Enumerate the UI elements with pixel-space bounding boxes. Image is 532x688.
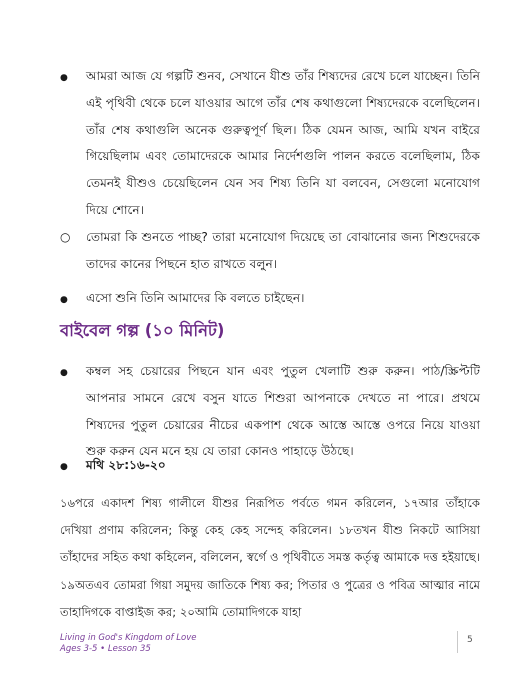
- bullet-text: তোমরা কি শুনতে পাচ্ছ? তারা মনোযোগ দিয়েছে তা বোঝানোর জন্য শিশুদেরকে তাদের কানের পিছনে হাত রাখতে বলুন।: [86, 230, 480, 271]
- page-number: 5: [467, 635, 473, 645]
- bullet-dot-icon: [60, 285, 84, 313]
- footer-lesson-info: Ages 3-5 • Lesson 35: [60, 644, 151, 654]
- bullet-text: আমরা আজ যে গল্পটি শুনব, সেখানে যীশু তাঁর শিষ্যদের রেখে চলে যাচ্ছেন। তিনি এই পৃথিবী থেকে চলে যাওয়ার আগে তাঁর শেষ কথাগুলো শিষ্যদেরকে বলেছিলেন। তাঁর শেষ কথাগুলি অনেক গুরুত্বপূর্ণ ছিল। ঠিক যেমন আজ, আমি যখন বাইরে গিয়েছিলাম এবং তোমাদেরকে আমার নির্দেশগুলি পালন করতে বলেছিলাম, ঠিক তেমনই যীশুও চেয়েছিলেন যেন সব শিষ্য তিনি যা বলবেন, সেগুলো মনোযোগ দিয়ে শোনে।: [86, 69, 480, 217]
- bullet-item-scripture-ref: [60, 452, 480, 479]
- bullet-text: কম্বল সহ চেয়ারের পিছনে যান এবং পুতুল খেলাটি শুরু করুন। পাঠ/স্ক্রিপ্টটি আপনার সামনে রেখে বসুন যাতে শিশুরা আপনাকে দেখতে না পারে। প্রথমে শিষ্যদের পুতুল চেয়ারের নীচের একপাশ থেকে আস্তে আস্তে ওপরে নিয়ে যাওয়া শুরু করুন যেন মনে হয় যে তারা কোনও পাহাড়ে উঠছে।: [86, 364, 480, 459]
- bullet-item-story-intro: [60, 63, 480, 224]
- bullet-item-listening: [60, 224, 480, 278]
- bullet-item-lets-hear: [60, 285, 480, 312]
- footer-course-title: Living in God's Kingdom of Love: [60, 633, 197, 643]
- section-heading: বাইবেল গল্প (১০ মিনিট): [60, 321, 225, 340]
- footer-divider: [457, 631, 458, 653]
- bullet-text: এসো শুনি তিনি আমাদের কি বলতে চাইছেন।: [86, 291, 305, 305]
- bullet-dot-icon: [60, 358, 84, 386]
- scripture-passage: ১৬পরে একাদশ শিষ্য গালীলে যীশুর নিরূপিত পর্বতে গমন করিলেন, ১৭আর তাঁহাকে দেখিয়া প্রণাম করিলেন; কিন্তু কেহ কেহ সন্দেহ করিলেন। ১৮তখন যীশু নিকটে আসিয়া তাঁহাদের সহিত কথা কহিলেন, বলিলেন, স্বর্গে ও পৃথিবীতে সমস্ত কর্তৃত্ব আমাকে দত্ত হইয়াছে। ১৯অতএব তোমরা গিয়া সমুদয় জাতিকে শিষ্য কর; পিতার ও পুত্রের ও পবিত্র আত্মার নামে তাহাদিগকে বাপ্তাইজ কর; ২০আমি তোমাদিগকে যাহা: [60, 496, 480, 619]
- bullet-dot-icon: [60, 452, 84, 480]
- bullet-item-puppet-instructions: [60, 358, 480, 465]
- footer-course-info: [60, 633, 196, 655]
- bullet-circle-icon: [60, 224, 84, 250]
- scripture-reference: মথি ২৮:১৬-২০: [86, 458, 166, 472]
- bullet-dot-icon: [60, 63, 84, 91]
